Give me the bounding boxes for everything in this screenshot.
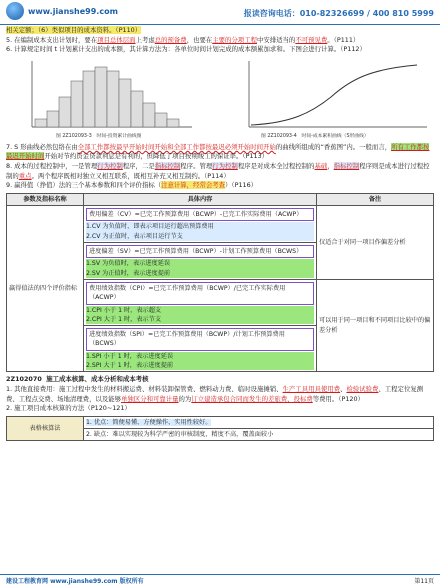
- note-same-project: 仅适合于对同一项目作偏差分析: [317, 206, 434, 280]
- para-accounting-methods: 2. 施工项目成本核算的方法（P120~121）: [6, 404, 131, 413]
- cv-cell: 费用偏差（CV）=已完工作预算费用（BCWP）-已完工作实际费用（ACWP） 1.CV 为负值时，即表示项目运行超出预算费用 2.CV 为正值时，表示项目运行节支: [84, 206, 317, 243]
- logo-text: www.jianshe99.com: [28, 7, 118, 16]
- col-header-content: 具体内容: [84, 193, 317, 205]
- para-9: 9. 赢得值（挣值）法的三个基本参数和四个评价指标（注意计算，经常会考查）（P116）: [6, 181, 258, 190]
- method-con: 2. 缺点：难以实现较为科学严密的审核制度，精度不高，覆盖面较小: [84, 429, 434, 441]
- page-header: [0, 0, 440, 25]
- footer-copyright: 建设工程教育网 www.jianshe99.com 版权所有: [6, 578, 144, 585]
- para-other-costs: 1. 其他直接费用：施工过程中发生的材料搬运费、材料装卸保管费、燃料动力费、临时设施摊销、生产工具用具使用费、检验试验费、工程定位复测费、工程点交费、场地清理费，以及能够单独区分和可靠计量的为订立建造承包合同而发生的差旅费、投标费等费用。（P120）: [6, 384, 424, 403]
- site-logo[interactable]: [6, 2, 156, 22]
- section-heading: 2Z102070 施工成本核算、成本分析和成本考核: [6, 375, 149, 384]
- s-curve-chart: [231, 57, 431, 141]
- sv-cell: 进度偏差（SV）=已完工作预算费用（BCWP）-计划工作预算费用（BCWS） 1.SV 为负值时，表示进度延误 2.SV 为正值时，表示进度提前: [84, 243, 317, 280]
- para-8: 8. 成本的过程控制中，一是管理行为控制程序，二是指标控制程序。管理行为控制程序是对成本全过程控制的基础，指标控制程序则是成本进行过程控制的重点。两个程序既相对独立又相互联系，既相互补充又相互制约。（P114）: [6, 162, 430, 180]
- charts-area: [6, 57, 434, 141]
- method-pro: 1. 优点：简便易懂、方便操作、实用性较好。: [84, 416, 434, 428]
- col-header-note: 备注: [317, 193, 434, 205]
- fig2-caption: 图 2Z102093-4 时间-成本累积曲线（S形曲线）: [261, 133, 369, 139]
- cpi-cell: 费用绩效指数（CPI）=已完工作预算费用（BCWP）/已完工作实际费用（ACWP） 1.CPI 小于 1 时，表示超支 2.CPI 大于 1 时，表示节支: [84, 279, 317, 325]
- note-cross-project: 可以用于同一项目和不同项目比较中的偏差分析: [317, 279, 434, 371]
- para-7: 7. S 形曲线必然包络在由全部工作都按最早开始时间开始和全部工作都按最迟必须开始时间开始的曲线所组成的“香蕉图”内。一般而言，所有工作都按最迟开始时间开始对节约资金贷款利息是有利的，但降低了项目按期竣工的保证率。（P113）: [6, 142, 430, 161]
- page-content: [6, 26, 434, 441]
- col-header-name: 参数及指标名称: [7, 193, 84, 205]
- logo-globe-icon: [6, 2, 24, 20]
- fig1-caption: 图 2Z102093-3 时间-投资累计曲线图: [56, 133, 142, 139]
- method-name: 表格核算法: [7, 416, 84, 441]
- spi-cell: 进度绩效指数（SPI）=已完工作预算费用（BCWP）/计划工作预算费用（BCWS） 1.SPI 小于 1 时，表示进度延误 2.SPI 大于 1 时，表示进度提前: [84, 326, 317, 372]
- row-label: 赢得值法的四个评价指标: [7, 206, 84, 372]
- method-table: [6, 416, 434, 442]
- contact-phone: 报读咨询电话：010-82326699 / 400 810 5999: [243, 9, 434, 18]
- page-footer: [0, 574, 440, 587]
- line-6: 6. 计算规定时间 t 计划累计支出的成本额，其计算方法为：各单位时间计划完成的成本额累加求和。下图会进行计算。（P112）: [6, 45, 366, 54]
- earned-value-table: [6, 193, 434, 372]
- line-1: 相关定额；（6）类似项目的成本资料。（P110）: [6, 26, 142, 34]
- histogram-chart: [16, 57, 196, 141]
- line-5: 5. 在编制成本支出计划时，要在项目总体层面上考虑总的预备费，也要在主要的分项工程中安排适当的不可预见费。（P111）: [6, 35, 360, 44]
- page-number: 第11页: [414, 578, 434, 585]
